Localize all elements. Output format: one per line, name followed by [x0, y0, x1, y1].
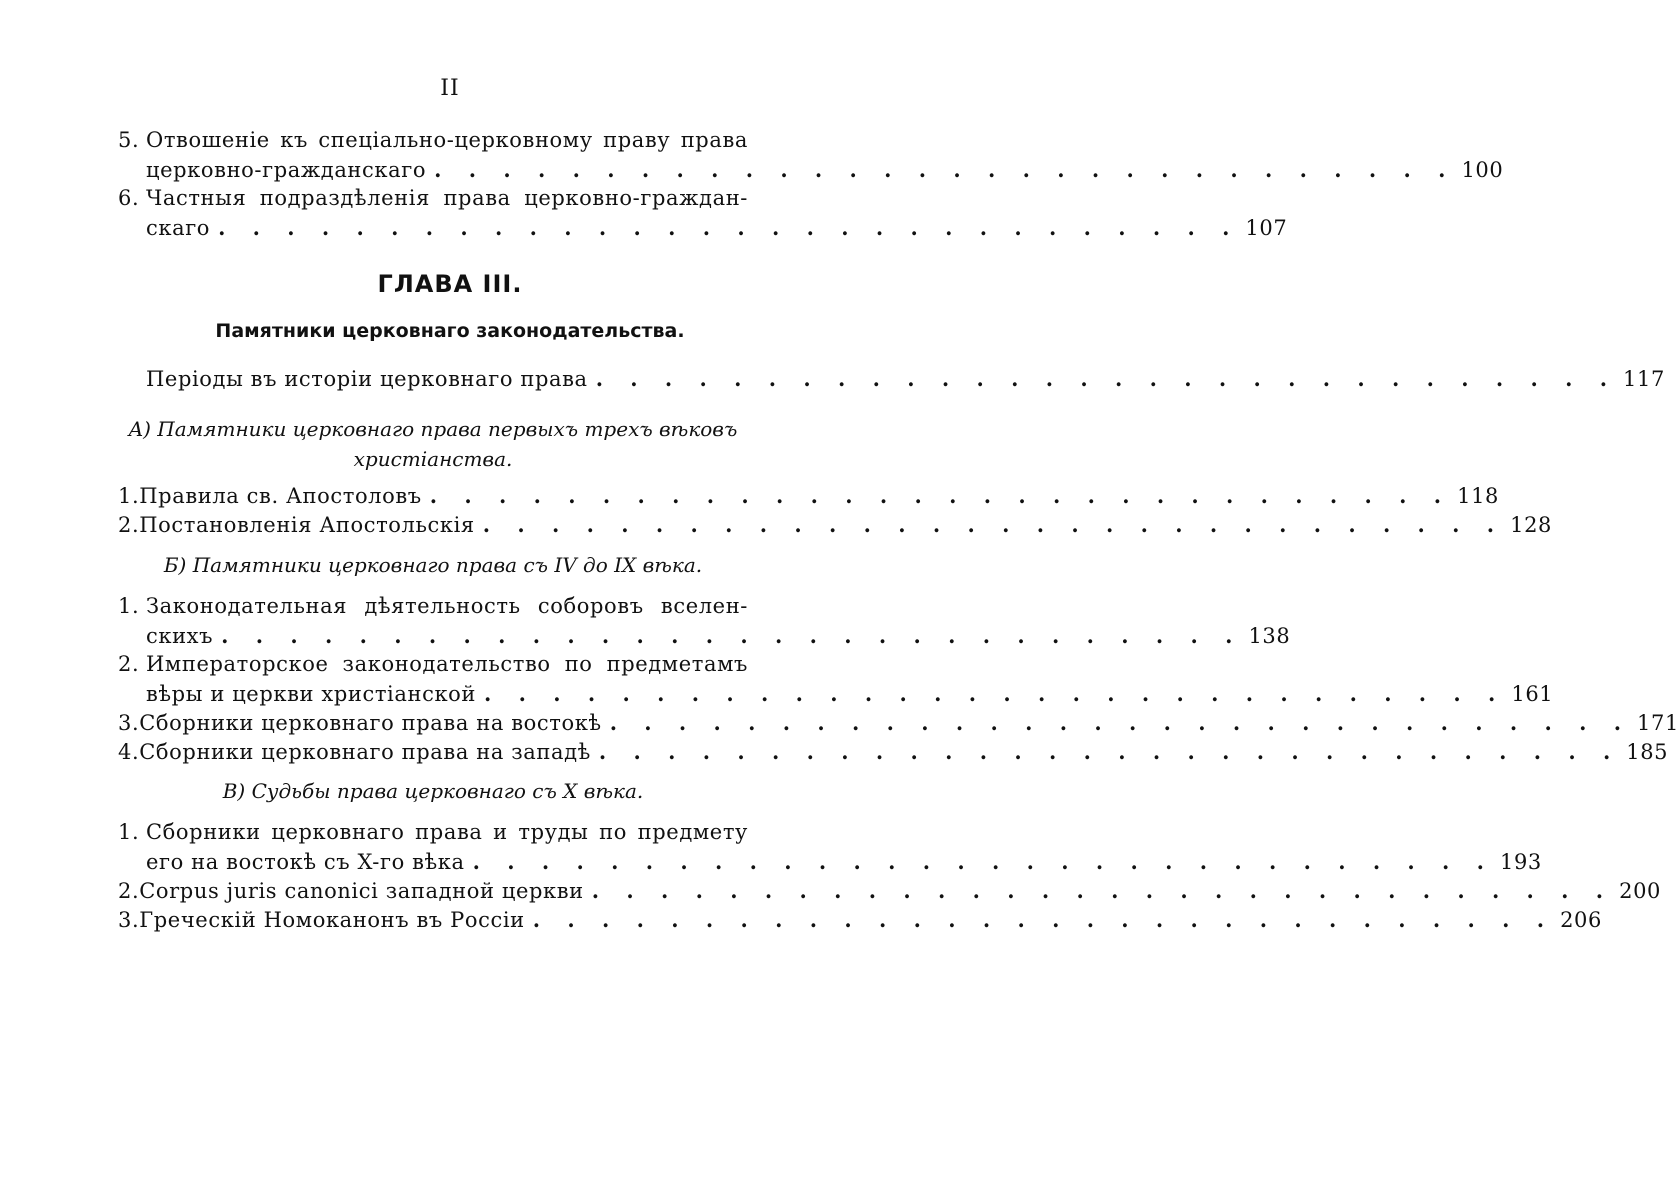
entry-page: 161 — [1511, 682, 1554, 706]
entry-title-line2: его на востокѣ съ X-го вѣка — [146, 850, 465, 874]
entry-page: 138 — [1248, 624, 1291, 648]
section-heading-line2: христіанства. — [353, 447, 513, 471]
entry-number: 2. — [118, 513, 140, 537]
entry-title-line2: церковно-гражданскаго — [146, 158, 427, 182]
entry-number: 4. — [118, 740, 140, 764]
section-heading-line1: B) Судьбы права церковнаго съ X вѣка. — [222, 779, 644, 803]
leader-dots: . . . . . . . . . . . . . . . . . . . . . . . . . . . . . . — [482, 512, 1505, 537]
entry-title-line2: скихъ — [146, 624, 214, 648]
leader-dots: . . . . . . . . . . . . . . . . . . . . . . . . . . . . . . — [598, 739, 1621, 764]
entry-title: Corpus juris canonici западной церкви — [139, 879, 584, 903]
section-heading — [118, 414, 748, 474]
entry-page: 193 — [1500, 850, 1542, 874]
entry-title-line1: Законодательная дѣятельность соборовъ вселен- — [146, 594, 748, 618]
section-heading — [118, 776, 748, 806]
entry-page: 100 — [1461, 158, 1504, 182]
leader-dots: . . . . . . . . . . . . . . . . . . . . . . . . . . . . . . — [609, 710, 1632, 735]
entry-title: Правила св. Апостоловъ — [139, 484, 422, 508]
leader-dots: . . . . . . . . . . . . . . . . . . . . . . . . . . . . . . — [472, 849, 1494, 874]
entry-title: Греческій Номоканонъ въ Россіи — [139, 908, 525, 932]
entry-page: 117 — [1623, 367, 1665, 391]
entry-title: Постановленія Апостольскія — [139, 513, 475, 537]
entry-title-line1: Частныя подраздѣленія права церковно-граждан- — [146, 186, 748, 210]
entry-page: 171 — [1637, 711, 1679, 735]
toc-entry — [118, 905, 1602, 934]
leader-dots: . . . . . . . . . . . . . . . . . . . . . . . . . . . . . . — [221, 623, 1243, 648]
entry-number: 1. — [118, 820, 140, 844]
toc-entry — [118, 708, 1679, 737]
entry-page: 206 — [1560, 908, 1602, 932]
entry-number: 6. — [118, 186, 140, 210]
toc-entry — [118, 364, 1665, 393]
entry-page: 185 — [1626, 740, 1669, 764]
section-heading-line1: Б) Памятники церковнаго права съ IV до IX вѣка. — [163, 553, 703, 577]
chapter-title: ГЛАВА III. — [377, 270, 523, 298]
entry-number: 2. — [118, 652, 140, 676]
section-heading — [118, 550, 748, 580]
leader-dots: . . . . . . . . . . . . . . . . . . . . . . . . . . . . . . — [429, 483, 1452, 508]
toc-entry — [118, 818, 1542, 876]
toc-entry — [118, 184, 1288, 242]
section-heading-line1: A) Памятники церковнаго права первыхъ трехъ вѣковъ — [128, 417, 738, 441]
entry-title-line1: Сборники церковнаго права и труды по предмету — [146, 820, 748, 844]
leader-dots: . . . . . . . . . . . . . . . . . . . . . . . . . . . . . . — [218, 215, 1240, 240]
entry-page: 128 — [1510, 513, 1553, 537]
toc-entry — [118, 481, 1499, 510]
entry-number: 5. — [118, 128, 140, 152]
leader-dots: . . . . . . . . . . . . . . . . . . . . . . . . . . . . . . — [484, 681, 1506, 706]
entry-title: Сборники церковнаго права на востокѣ — [139, 711, 602, 735]
toc-entry — [118, 737, 1669, 766]
page-number: II — [440, 76, 460, 101]
chapter-subtitle: Памятники церковнаго законодательства. — [215, 320, 685, 342]
entry-title-line1: Императорское законодательство по предметамъ — [146, 652, 748, 676]
toc-entry — [118, 126, 1504, 184]
leader-dots: . . . . . . . . . . . . . . . . . . . . . . . . . . . . . . — [591, 878, 1614, 903]
entry-number: 3. — [118, 711, 140, 735]
entry-page: 118 — [1457, 484, 1499, 508]
entry-title: Періоды въ исторіи церковнаго права — [146, 367, 588, 391]
toc-entry — [118, 876, 1662, 905]
toc-entry — [118, 510, 1553, 539]
leader-dots: . . . . . . . . . . . . . . . . . . . . . . . . . . . . . . — [595, 366, 1618, 391]
entry-title-line2: вѣры и церкви христіанской — [146, 682, 477, 706]
entry-number: 1. — [118, 484, 140, 508]
entry-number: 3. — [118, 908, 140, 932]
entry-page: 200 — [1619, 879, 1662, 903]
toc-entry — [118, 650, 1554, 708]
toc-entry — [118, 592, 1291, 650]
entry-number: 2. — [118, 879, 140, 903]
entry-number: 1. — [118, 594, 140, 618]
entry-page: 107 — [1245, 216, 1288, 240]
entry-title-line2: скаго — [146, 216, 211, 240]
entry-title: Сборники церковнаго права на западѣ — [139, 740, 591, 764]
leader-dots: . . . . . . . . . . . . . . . . . . . . . . . . . . . . . . — [532, 907, 1555, 932]
entry-title-line1: Отвошеніе къ спеціально-церковному праву права — [146, 128, 748, 152]
leader-dots: . . . . . . . . . . . . . . . . . . . . . . . . . . . . . . — [434, 157, 1456, 182]
